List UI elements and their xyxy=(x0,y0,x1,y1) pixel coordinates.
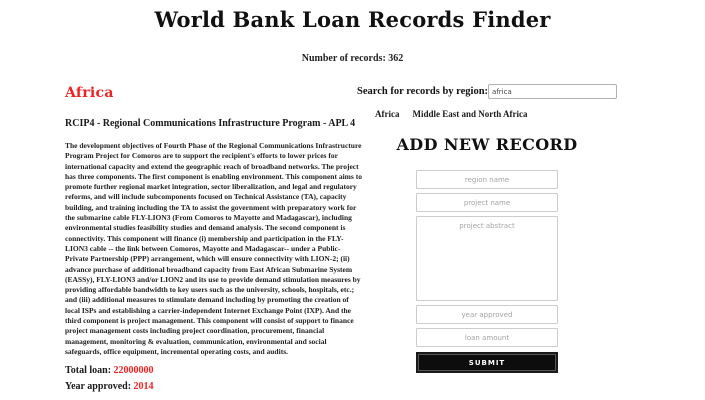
project-name-input[interactable] xyxy=(416,193,558,212)
total-loan-value: 22000000 xyxy=(113,365,154,377)
region-search-input[interactable] xyxy=(488,84,617,99)
year-approved-label: Year approved: xyxy=(65,381,134,393)
year-approved-input[interactable] xyxy=(416,305,558,324)
submit-button[interactable]: SUBMIT xyxy=(416,352,558,373)
year-approved-line xyxy=(65,381,362,392)
region-link-middle-east-north-africa[interactable]: Middle East and North Africa xyxy=(412,109,528,119)
page-title: World Bank Loan Records Finder xyxy=(154,7,551,32)
project-abstract: The development objectives of Fourth Phase of the Regional Communications Infrastructure Program Project for Comoros are to support the recipient's efforts to lower prices for international capacity and extend the geographic reach of broadband networks. The project has three components. The first component is enabling environment. This component aims to promote further regional market integration, sector liberalization, and legal and regulatory reforms, and will include subcomponents focused on Technical Assistance (TA), capacity building, and training including the TA to assist the government with preparatory work for the submarine cable FLY-LION3 (From Comoros to Mayotte and Madagascar), including environmental studies feasibility studies and demand analysis. The second component is connectivity. This component will finance (i) membership and participation in the FLY-LION3 cable -- the link between Comoros, Mayotte and Madagascar-- under a Public-Private Partnership (PPP) arrangement, which will ensure connectivity with LION-2; (ii) advance purchase of additional broadband capacity from East African Submarine System (EASSy), FLY-LION3 and/or LION2 and its use to provide demand stimulation measures by providing affordable bandwidth to key users such as the university, schools, hospitals, etc.; and (iii) additional measures to stimulate demand including by promoting the creation of local ISPs and establishing a carrier-independent Internet Exchange Point (IXP). And the third component is project management. This component will consist of support to finance project management costs including project coordination, procurement, financial management, monitoring & evaluation, communication, environmental and social safeguards, office equipment, incremental operating costs, and audits. xyxy=(65,141,362,356)
add-record-form xyxy=(416,170,558,373)
records-count: Number of records: 362 xyxy=(301,53,404,64)
loan-amount-input[interactable] xyxy=(416,328,558,347)
region-name-input[interactable] xyxy=(416,170,558,189)
project-title: RCIP4 - Regional Communications Infrastructure Program - APL 4 xyxy=(65,118,356,129)
year-approved-value: 2014 xyxy=(133,381,154,393)
add-record-heading: ADD NEW RECORD xyxy=(396,135,578,154)
region-link-africa[interactable]: Africa xyxy=(375,109,400,119)
region-results-list xyxy=(357,109,617,119)
total-loan-line xyxy=(65,365,362,376)
search-and-form-panel xyxy=(357,84,617,373)
search-row xyxy=(357,84,617,99)
total-loan-label: Total loan: xyxy=(65,365,114,377)
results-panel xyxy=(65,85,362,392)
search-label: Search for records by region: xyxy=(357,86,489,97)
region-heading: Africa xyxy=(65,85,114,101)
project-abstract-textarea[interactable] xyxy=(416,216,558,301)
